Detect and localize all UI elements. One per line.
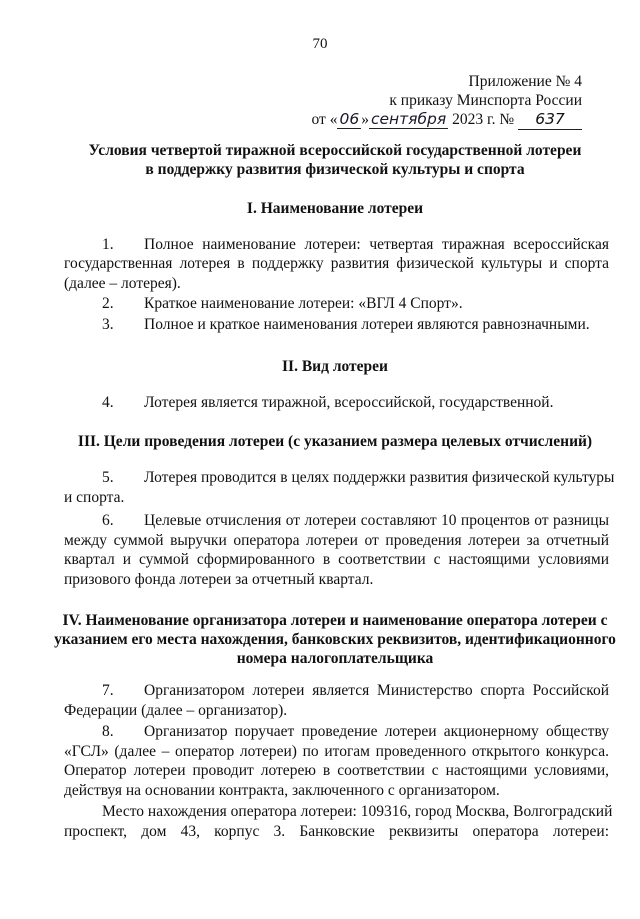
item-number: 4. <box>102 394 114 411</box>
handwritten-day: 06 <box>339 110 360 128</box>
paragraph-line: Лотерея проводится в целях поддержки развития физической культуры <box>144 469 615 486</box>
date-prefix: от « <box>311 111 338 128</box>
item-number: 6. <box>102 512 114 529</box>
item-number: 5. <box>102 469 114 486</box>
paragraph-line: квартал и суммой сформированного в соответствии с настоящими условиями <box>64 551 609 568</box>
title-line-1: Условия четвертой тиражной всероссийской государственной лотереи <box>88 142 582 159</box>
handwritten-month: сентября <box>370 110 447 128</box>
paragraph-line: государственная лотерея в поддержку развития физической культуры и спорта <box>64 255 609 272</box>
appendix-order-ref: к приказу Минспорта России <box>389 92 582 109</box>
appendix-date-line <box>312 110 583 130</box>
date-mid: » <box>361 111 369 128</box>
paragraph-3 <box>64 315 609 335</box>
appendix-title: Приложение № 4 <box>468 73 582 90</box>
paragraph-line: Место нахождения оператора лотереи: 109316, город Москва, Волгоградский <box>102 803 613 820</box>
item-number: 8. <box>102 723 114 740</box>
paragraph-4 <box>64 393 609 413</box>
paragraph-line: Организатор поручает проведение лотереи акционерному обществу <box>144 723 609 740</box>
paragraph-line: Целевые отчисления от лотереи составляют 10 процентов от разницы <box>144 512 609 529</box>
document-title <box>40 141 630 179</box>
paragraph-line: между суммой выручки оператора лотереи от проведения лотереи за отчетный <box>64 531 609 549</box>
paragraph-line: проспект, дом 43, корпус 3. Банковские реквизиты оператора лотереи: <box>64 822 609 840</box>
paragraph-line: Оператор лотереи проводит лотерею в соответствии с настоящими условиями, <box>64 762 609 779</box>
paragraph-line: (далее – лотерея). <box>64 274 181 292</box>
paragraph-line: Полное наименование лотереи: четвертая тиражная всероссийская <box>144 236 609 253</box>
heading-line: IV. Наименование организатора лотереи и наименование оператора лотереи с <box>62 612 608 629</box>
title-line-2: в поддержку развития физической культуры и спорта <box>145 161 525 178</box>
paragraph-9 <box>64 802 613 841</box>
paragraph-line: Лотерея является тиражной, всероссийской, государственной. <box>144 394 554 411</box>
section-heading-1: I. Наименование лотереи <box>246 200 424 217</box>
item-number: 3. <box>102 316 114 333</box>
paragraph-1 <box>64 235 609 255</box>
paragraph-line: Полное и краткое наименования лотереи являются равнозначными. <box>144 316 590 333</box>
appendix-header <box>312 72 583 130</box>
paragraph-line: Федерации (далее – организатор). <box>64 701 288 719</box>
paragraph-line: действуя на основании контракта, заключенного с организатором. <box>64 781 500 799</box>
item-number: 7. <box>102 682 114 699</box>
paragraph-6 <box>64 511 609 589</box>
section-heading-2: II. Вид лотереи <box>282 358 388 375</box>
item-number: 1. <box>102 236 114 253</box>
paragraph-line: Краткое наименование лотереи: «ВГЛ 4 Спорт». <box>144 295 463 312</box>
item-number: 2. <box>102 295 114 312</box>
paragraph-7 <box>64 681 609 720</box>
paragraph-2 <box>64 294 609 314</box>
section-heading-4 <box>40 611 630 668</box>
paragraph-1-cont <box>64 254 609 293</box>
page-number: 70 <box>312 36 328 52</box>
heading-line: номера налогоплательщика <box>236 650 434 667</box>
paragraph-line: и спорта. <box>64 488 125 506</box>
handwritten-order-number: 637 <box>518 110 582 130</box>
section-heading-3: III. Цели проведения лотереи (с указанием размера целевых отчислений) <box>77 433 593 450</box>
paragraph-8 <box>64 722 609 800</box>
paragraph-line: «ГСЛ» (далее – оператор лотереи) по итогам проведенного открытого конкурса. <box>64 742 609 760</box>
paragraph-line: призового фонда лотереи за отчетный квартал. <box>64 570 374 588</box>
heading-line: указанием его места нахождения, банковских реквизитов, идентификационного <box>54 631 616 648</box>
year-text: 2023 г. № <box>452 111 515 128</box>
paragraph-5 <box>64 468 615 507</box>
paragraph-line: Организатором лотереи является Министерство спорта Российской <box>144 682 609 699</box>
